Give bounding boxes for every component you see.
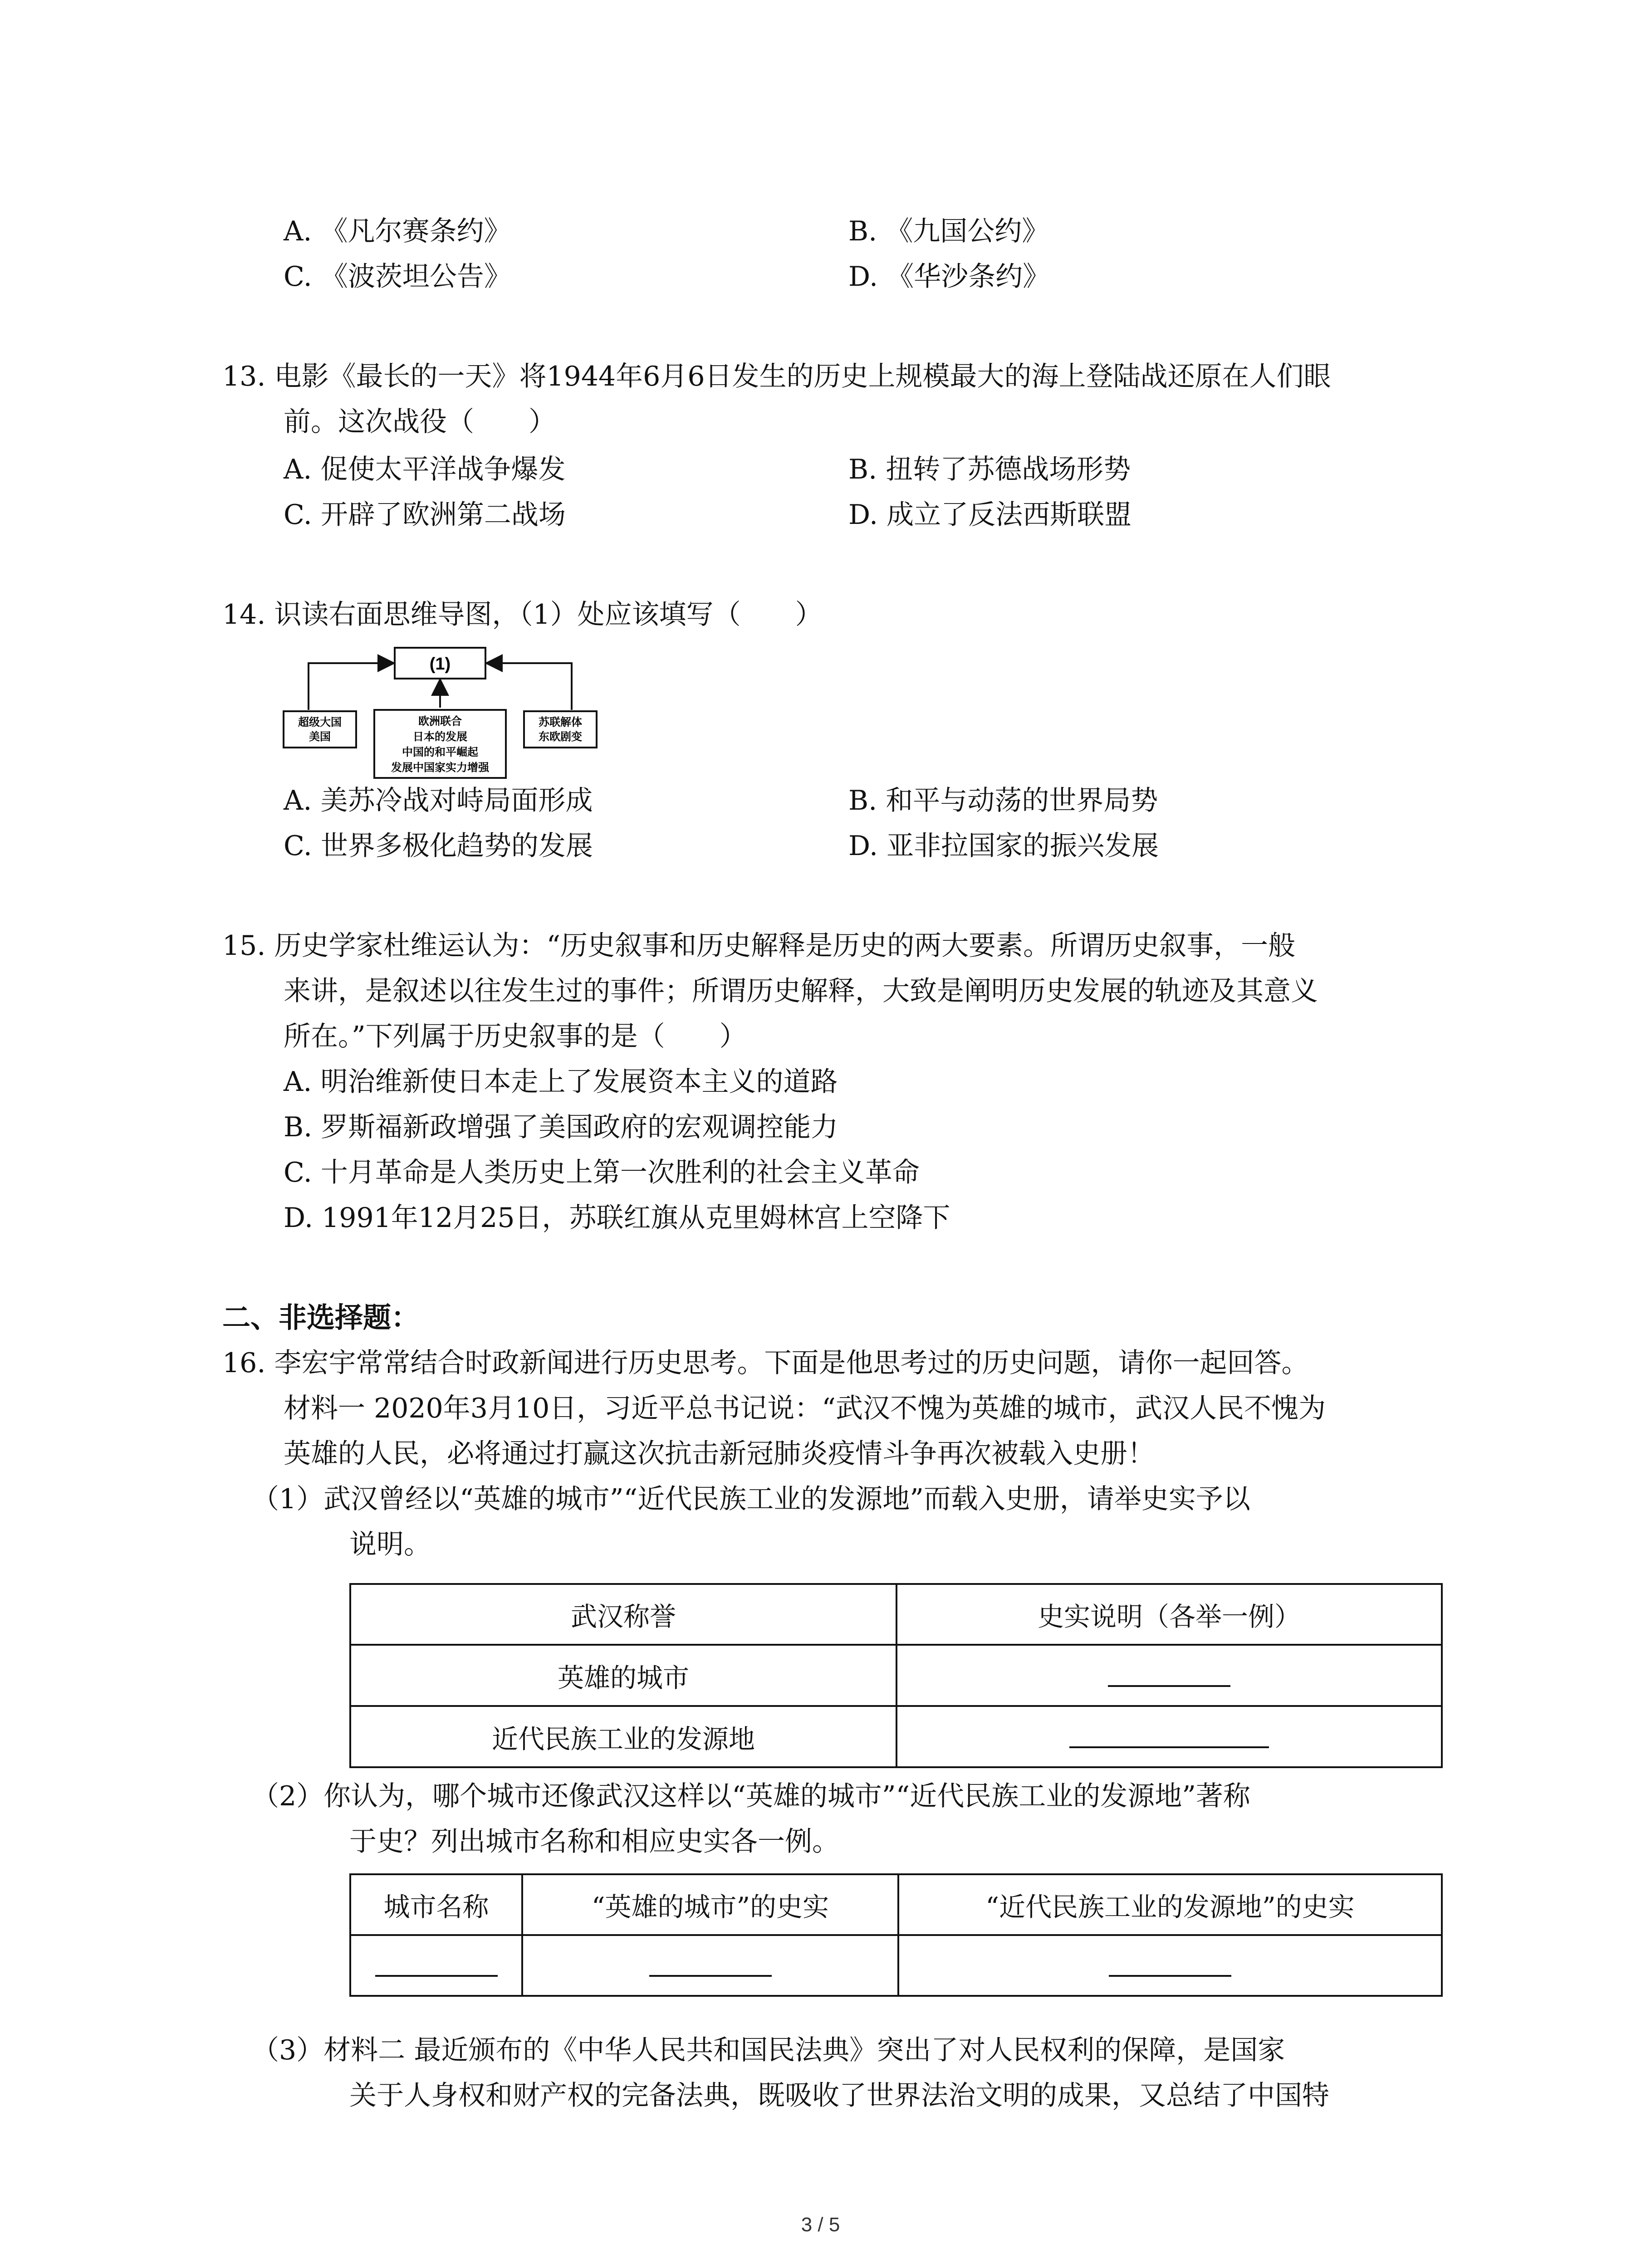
table1-row2-label: 近代民族工业的发源地 [350, 1706, 896, 1767]
answer-blank[interactable] [375, 1948, 498, 1977]
table2-header-hero: “英雄的城市”的史实 [522, 1874, 898, 1935]
q12-option-a: A. 《凡尔赛条约》 [284, 215, 511, 247]
q15-stem-line2: 来讲，是叙述以往发生过的事件；所谓历史解释，大致是阐明历史发展的轨迹及其意义 [284, 975, 1318, 1007]
q16-sub3-line2: 关于人身权和财产权的完备法典，既吸收了世界法治文明的成果，又总结了中国特 [349, 2080, 1329, 2112]
q16-material1-line2: 英雄的人民，必将通过打赢这次抗击新冠肺炎疫情斗争再次被载入史册！ [284, 1438, 1155, 1470]
q15-option-a: A. 明治维新使日本走上了发展资本主义的道路 [284, 1066, 838, 1098]
answer-blank[interactable] [1108, 1658, 1230, 1687]
table1-row1-answer[interactable] [896, 1645, 1442, 1706]
mindmap-left-line1: 超级大国 [298, 716, 342, 728]
q12-option-b: B. 《九国公约》 [848, 215, 1049, 247]
mindmap-center-label: (1) [429, 655, 451, 674]
q14-option-c: C. 世界多极化趋势的发展 [284, 830, 593, 862]
q13-option-d: D. 成立了反法西斯联盟 [848, 499, 1132, 531]
page-number: 3 / 5 [801, 2214, 840, 2236]
q12-option-d: D. 《华沙条约》 [848, 261, 1050, 293]
answer-blank[interactable] [1069, 1719, 1269, 1748]
q16-sub3-line1: （3）材料二 最近颁布的《中华人民共和国民法典》突出了对人民权利的保障，是国家 [252, 2034, 1285, 2066]
table1-header-honor: 武汉称誉 [350, 1584, 896, 1645]
table2-industry-answer[interactable] [898, 1935, 1442, 1996]
mindmap-right-line1: 苏联解体 [539, 716, 582, 728]
mindmap-right-arrow [488, 663, 572, 710]
q15-stem-line1: 15. 历史学家杜维运认为：“历史叙事和历史解释是历史的两大要素。所谓历史叙事，一般 [222, 930, 1296, 962]
table1-row2-answer[interactable] [896, 1706, 1442, 1767]
table2-hero-answer[interactable] [522, 1935, 898, 1996]
answer-blank[interactable] [1109, 1948, 1231, 1977]
q15-option-b: B. 罗斯福新政增强了美国政府的宏观调控能力 [284, 1111, 838, 1143]
q13-option-a: A. 促使太平洋战争爆发 [284, 454, 566, 485]
mindmap-middle-line1: 欧洲联合 [418, 715, 462, 728]
mindmap-left-line2: 美国 [309, 731, 331, 743]
table-city [349, 1873, 1443, 1997]
q16-sub1-line2: 说明。 [349, 1529, 431, 1560]
q16-sub2-line1: （2）你认为，哪个城市还像武汉这样以“英雄的城市”“近代民族工业的发源地”著称 [252, 1780, 1250, 1812]
mindmap-right-line2: 东欧剧变 [539, 731, 582, 743]
table2-header-industry: “近代民族工业的发源地”的史实 [898, 1874, 1442, 1935]
q15-option-d: D. 1991年12月25日，苏联红旗从克里姆林宫上空降下 [284, 1202, 950, 1234]
mind-map-diagram [281, 644, 599, 780]
q14-option-b: B. 和平与动荡的世界局势 [848, 785, 1158, 816]
q13-stem-line1: 13. 电影《最长的一天》将1944年6月6日发生的历史上规模最大的海上登陆战还原在人们眼 [222, 361, 1331, 392]
mindmap-middle-line4: 发展中国家实力增强 [391, 762, 489, 774]
q12-option-c: C. 《波茨坦公告》 [284, 261, 511, 293]
q16-stem-line1: 16. 李宏宇常常结合时政新闻进行历史思考。下面是他思考过的历史问题，请你一起回答。 [222, 1347, 1309, 1379]
mindmap-middle-line2: 日本的发展 [413, 731, 467, 743]
section-heading: 二、非选择题： [222, 1301, 420, 1334]
table1-row1-label: 英雄的城市 [350, 1645, 896, 1706]
q16-sub1-line1: （1）武汉曾经以“英雄的城市”“近代民族工业的发源地”而载入史册，请举史实予以 [252, 1483, 1250, 1515]
table1-header-facts: 史实说明（各举一例） [896, 1584, 1442, 1645]
table2-header-city: 城市名称 [350, 1874, 522, 1935]
table2-city-answer[interactable] [350, 1935, 522, 1996]
q13-stem-line2: 前。这次战役（ ） [284, 406, 556, 438]
q13-option-b: B. 扭转了苏德战场形势 [848, 454, 1131, 485]
q15-option-c: C. 十月革命是人类历史上第一次胜利的社会主义革命 [284, 1157, 920, 1188]
q15-stem-line3: 所在。”下列属于历史叙事的是（ ） [284, 1021, 747, 1052]
table-wuhan [349, 1583, 1443, 1768]
q14-option-a: A. 美苏冷战对峙局面形成 [284, 785, 593, 816]
mindmap-left-arrow [309, 663, 392, 710]
q16-sub2-line2: 于史？列出城市名称和相应史实各一例。 [349, 1826, 839, 1857]
q14-option-d: D. 亚非拉国家的振兴发展 [848, 830, 1159, 862]
mindmap-middle-line3: 中国的和平崛起 [402, 746, 478, 758]
q16-material1-line1: 材料一 2020年3月10日，习近平总书记说：“武汉不愧为英雄的城市，武汉人民不愧为 [284, 1393, 1326, 1424]
q13-option-c: C. 开辟了欧洲第二战场 [284, 499, 566, 531]
q14-stem: 14. 识读右面思维导图，（1）处应该填写（ ） [222, 599, 823, 631]
answer-blank[interactable] [649, 1948, 772, 1977]
